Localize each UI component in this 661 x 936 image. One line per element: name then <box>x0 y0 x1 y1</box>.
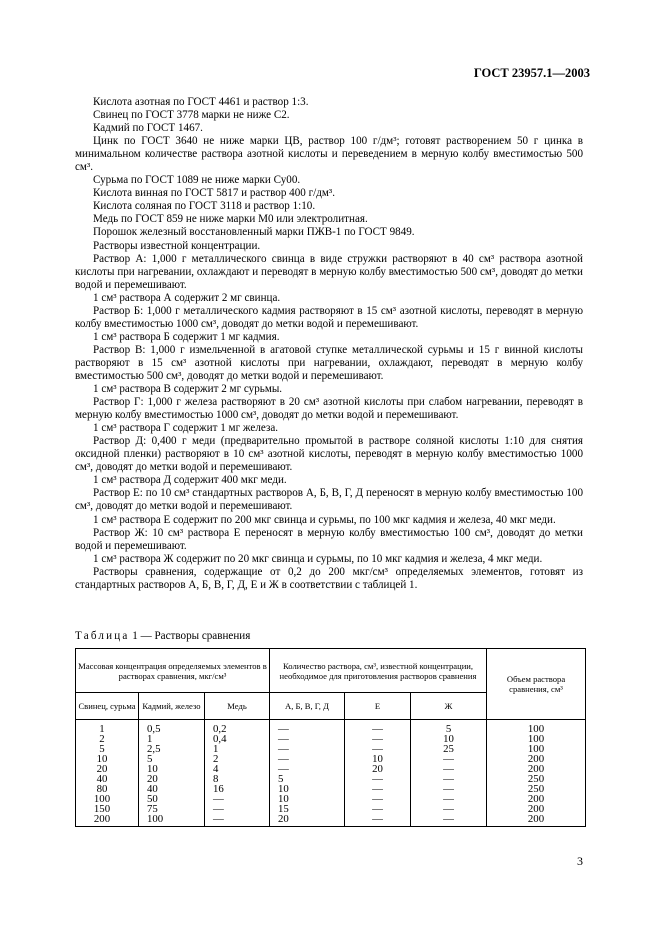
header-solutions-a-d: А, Б, В, Г, Д <box>270 693 345 720</box>
table-caption <box>75 630 250 642</box>
paragraph: Кадмий по ГОСТ 1467. <box>93 122 203 135</box>
paragraph: Раствор Ж: 10 см³ раствора Е переносят в мерную колбу вместимостью 100 см³, доводят до метки водой и перемешивают. <box>75 526 583 552</box>
table-cell: — <box>205 794 270 804</box>
paragraph: Кислота азотная по ГОСТ 4461 и раствор 1:3. <box>93 96 309 108</box>
document-code-header: ГОСТ 23957.1—2003 <box>473 66 590 80</box>
table-cell: — <box>345 734 411 744</box>
table-cell: — <box>411 764 487 774</box>
paragraph: Цинк по ГОСТ 3640 не ниже марки ЦВ, раствор 100 г/дм³; готовят растворением 50 г цинка в минимальном количестве раствора азотной кислоты и переведением в мерную колбу вместимостью 500 см³. <box>75 135 583 174</box>
table-cell: 200 <box>76 814 139 827</box>
table-cell: 4 <box>205 764 270 774</box>
table-cell: — <box>411 814 487 827</box>
table-cell: 10 <box>270 784 345 794</box>
table-cell: — <box>345 804 411 814</box>
table-cell: 200 <box>487 764 586 774</box>
header-lead-antimony: Свинец, сурьма <box>76 693 139 720</box>
table-cell: 75 <box>139 804 205 814</box>
table-caption-title: 1 — Растворы сравнения <box>129 630 251 642</box>
paragraph: Раствор Г: 1,000 г железа растворяют в 20 см³ азотной кислоты при слабом нагревании, переводят в мерную колбу вместимостью 1000 см³, доводят до метки водой и перемешивают. <box>75 396 583 422</box>
table-cell: 10 <box>345 754 411 764</box>
header-solution-e: Е <box>345 693 411 720</box>
table-row <box>76 814 586 827</box>
table-cell: 0,4 <box>205 734 270 744</box>
table-cell: 5 <box>76 744 139 754</box>
table-cell: 200 <box>487 814 586 827</box>
table-cell: 0,5 <box>139 720 205 735</box>
table-cell: — <box>205 804 270 814</box>
page-number: 3 <box>577 854 583 868</box>
document-body <box>75 96 583 592</box>
header-solution-zh: Ж <box>411 693 487 720</box>
paragraph: Свинец по ГОСТ 3778 марки не ниже С2. <box>93 109 290 122</box>
table-cell: — <box>345 794 411 804</box>
table-cell: — <box>411 774 487 784</box>
table-cell: 10 <box>270 794 345 804</box>
table-cell: 1 <box>139 734 205 744</box>
paragraph: Кислота винная по ГОСТ 5817 и раствор 400 г/дм³. <box>93 187 335 200</box>
table-cell: 100 <box>487 720 586 735</box>
table-cell: 5 <box>139 754 205 764</box>
table-cell: — <box>345 784 411 794</box>
table-cell: 1 <box>205 744 270 754</box>
paragraph: Раствор Д: 0,400 г меди (предварительно промытой в растворе соляной кислоты 1:10 для снятия оксидной пленки) растворяют в 10 см³ азотной кислоты, переводят в мерную колбу вместимостью 1000 см³, доводят до метки водой и перемешивают. <box>75 435 583 474</box>
table-row <box>76 744 586 754</box>
table-cell: 100 <box>76 794 139 804</box>
table-cell: — <box>345 814 411 827</box>
table-cell: 20 <box>270 814 345 827</box>
table-caption-label: Таблица <box>75 630 130 642</box>
paragraph: 1 см³ раствора Ж содержит по 20 мкг свинца и сурьмы, по 10 мкг кадмия и железа, 4 мкг меди. <box>93 552 543 565</box>
table-cell: — <box>411 754 487 764</box>
table-cell: 16 <box>205 784 270 794</box>
table-cell: 8 <box>205 774 270 784</box>
table-cell: 5 <box>270 774 345 784</box>
table-cell: 80 <box>76 784 139 794</box>
paragraph: 1 см³ раствора Г содержит 1 мг железа. <box>93 422 279 435</box>
table-cell: 5 <box>411 720 487 735</box>
table-cell: 100 <box>487 734 586 744</box>
table-cell: — <box>411 784 487 794</box>
header-solution-quantity: Количество раствора, см³, известной концентрации, необходимое для приготовления растворов сравнения <box>270 649 487 693</box>
paragraph: Растворы известной концентрации. <box>93 239 261 252</box>
table-cell: — <box>270 720 345 735</box>
table-cell: — <box>411 804 487 814</box>
table-cell: 2,5 <box>139 744 205 754</box>
paragraph: Раствор В: 1,000 г измельченной в агатовой ступке металлической сурьмы и 15 г винной кислоты растворяют в 15 см³ азотной кислоты при нагревании, охлаждают, переводят в мерную колбу вместимостью 500 см³, доводят до метки водой и перемешивают. <box>75 343 583 382</box>
paragraph: 1 см³ раствора Б содержит 1 мг кадмия. <box>93 330 280 343</box>
table-cell: 250 <box>487 784 586 794</box>
table-cell: 0,2 <box>205 720 270 735</box>
table-cell: 10 <box>76 754 139 764</box>
table-cell: 1 <box>76 720 139 735</box>
table-cell: — <box>205 814 270 827</box>
table-cell: 200 <box>487 794 586 804</box>
table-cell: 200 <box>487 754 586 764</box>
paragraph: 1 см³ раствора В содержит 2 мг сурьмы. <box>93 383 283 396</box>
table-cell: 200 <box>487 804 586 814</box>
table-cell: — <box>345 720 411 735</box>
table-cell: 10 <box>411 734 487 744</box>
table-cell: 100 <box>139 814 205 827</box>
paragraph: 1 см³ раствора Е содержит по 200 мкг свинца и сурьмы, по 100 мкг кадмия и железа, 40 мкг меди. <box>93 513 556 526</box>
table-cell: 250 <box>487 774 586 784</box>
table-cell: 2 <box>76 734 139 744</box>
header-cadmium-iron: Кадмий, железо <box>139 693 205 720</box>
paragraph: Сурьма по ГОСТ 1089 не ниже марки Су00. <box>93 174 301 187</box>
paragraph: Раствор Б: 1,000 г металлического кадмия растворяют в 15 см³ азотной кислоты, переводят в мерную колбу вместимостью 1000 см³, доводят до метки водой и перемешивают. <box>75 304 583 330</box>
paragraph: Раствор Е: по 10 см³ стандартных растворов А, Б, В, Г, Д переносят в мерную колбу вместимостью 100 см³, доводят до метки водой и перемешивают. <box>75 487 583 513</box>
table-cell: 2 <box>205 754 270 764</box>
table-row <box>76 720 586 735</box>
table-cell: 20 <box>345 764 411 774</box>
header-mass-concentration: Массовая концентрация определяемых элементов в растворах сравнения, мкг/см³ <box>76 649 270 693</box>
table-cell: 50 <box>139 794 205 804</box>
table-cell: 15 <box>270 804 345 814</box>
table-cell: — <box>345 744 411 754</box>
table-cell: 40 <box>139 784 205 794</box>
paragraph: Раствор А: 1,000 г металлического свинца в виде стружки растворяют в 40 см³ раствора азотной кислоты при нагревании, охлаждают и переводят в мерную колбу вместимостью 500 см³, доводят до метки водой и перемешивают. <box>75 252 583 291</box>
table-cell: 10 <box>139 764 205 774</box>
paragraph: 1 см³ раствора А содержит 2 мг свинца. <box>93 291 281 304</box>
table-cell: 20 <box>76 764 139 774</box>
table-body <box>76 720 586 827</box>
table-cell: 100 <box>487 744 586 754</box>
table-cell: 150 <box>76 804 139 814</box>
paragraph: Медь по ГОСТ 859 не ниже марки М0 или электролитная. <box>93 213 368 226</box>
table-cell: — <box>345 774 411 784</box>
paragraph: Кислота соляная по ГОСТ 3118 и раствор 1:10. <box>93 200 316 213</box>
paragraph: 1 см³ раствора Д содержит 400 мкг меди. <box>93 474 287 487</box>
header-copper: Медь <box>205 693 270 720</box>
table-cell: — <box>270 754 345 764</box>
comparison-solutions-table <box>75 648 586 827</box>
table-cell: — <box>270 764 345 774</box>
table-cell: 25 <box>411 744 487 754</box>
table-cell: — <box>411 794 487 804</box>
header-solution-volume: Объем раствора сравнения, см³ <box>487 649 586 720</box>
table-cell: — <box>270 734 345 744</box>
paragraph: Порошок железный восстановленный марки ПЖВ-1 по ГОСТ 9849. <box>93 226 415 239</box>
table-cell: 20 <box>139 774 205 784</box>
table-cell: — <box>270 744 345 754</box>
paragraph: Растворы сравнения, содержащие от 0,2 до 200 мкг/см³ определяемых элементов, готовят из стандартных растворов А, Б, В, Г, Д, Е и Ж в соответствии с таблицей 1. <box>75 565 583 591</box>
table-cell: 40 <box>76 774 139 784</box>
